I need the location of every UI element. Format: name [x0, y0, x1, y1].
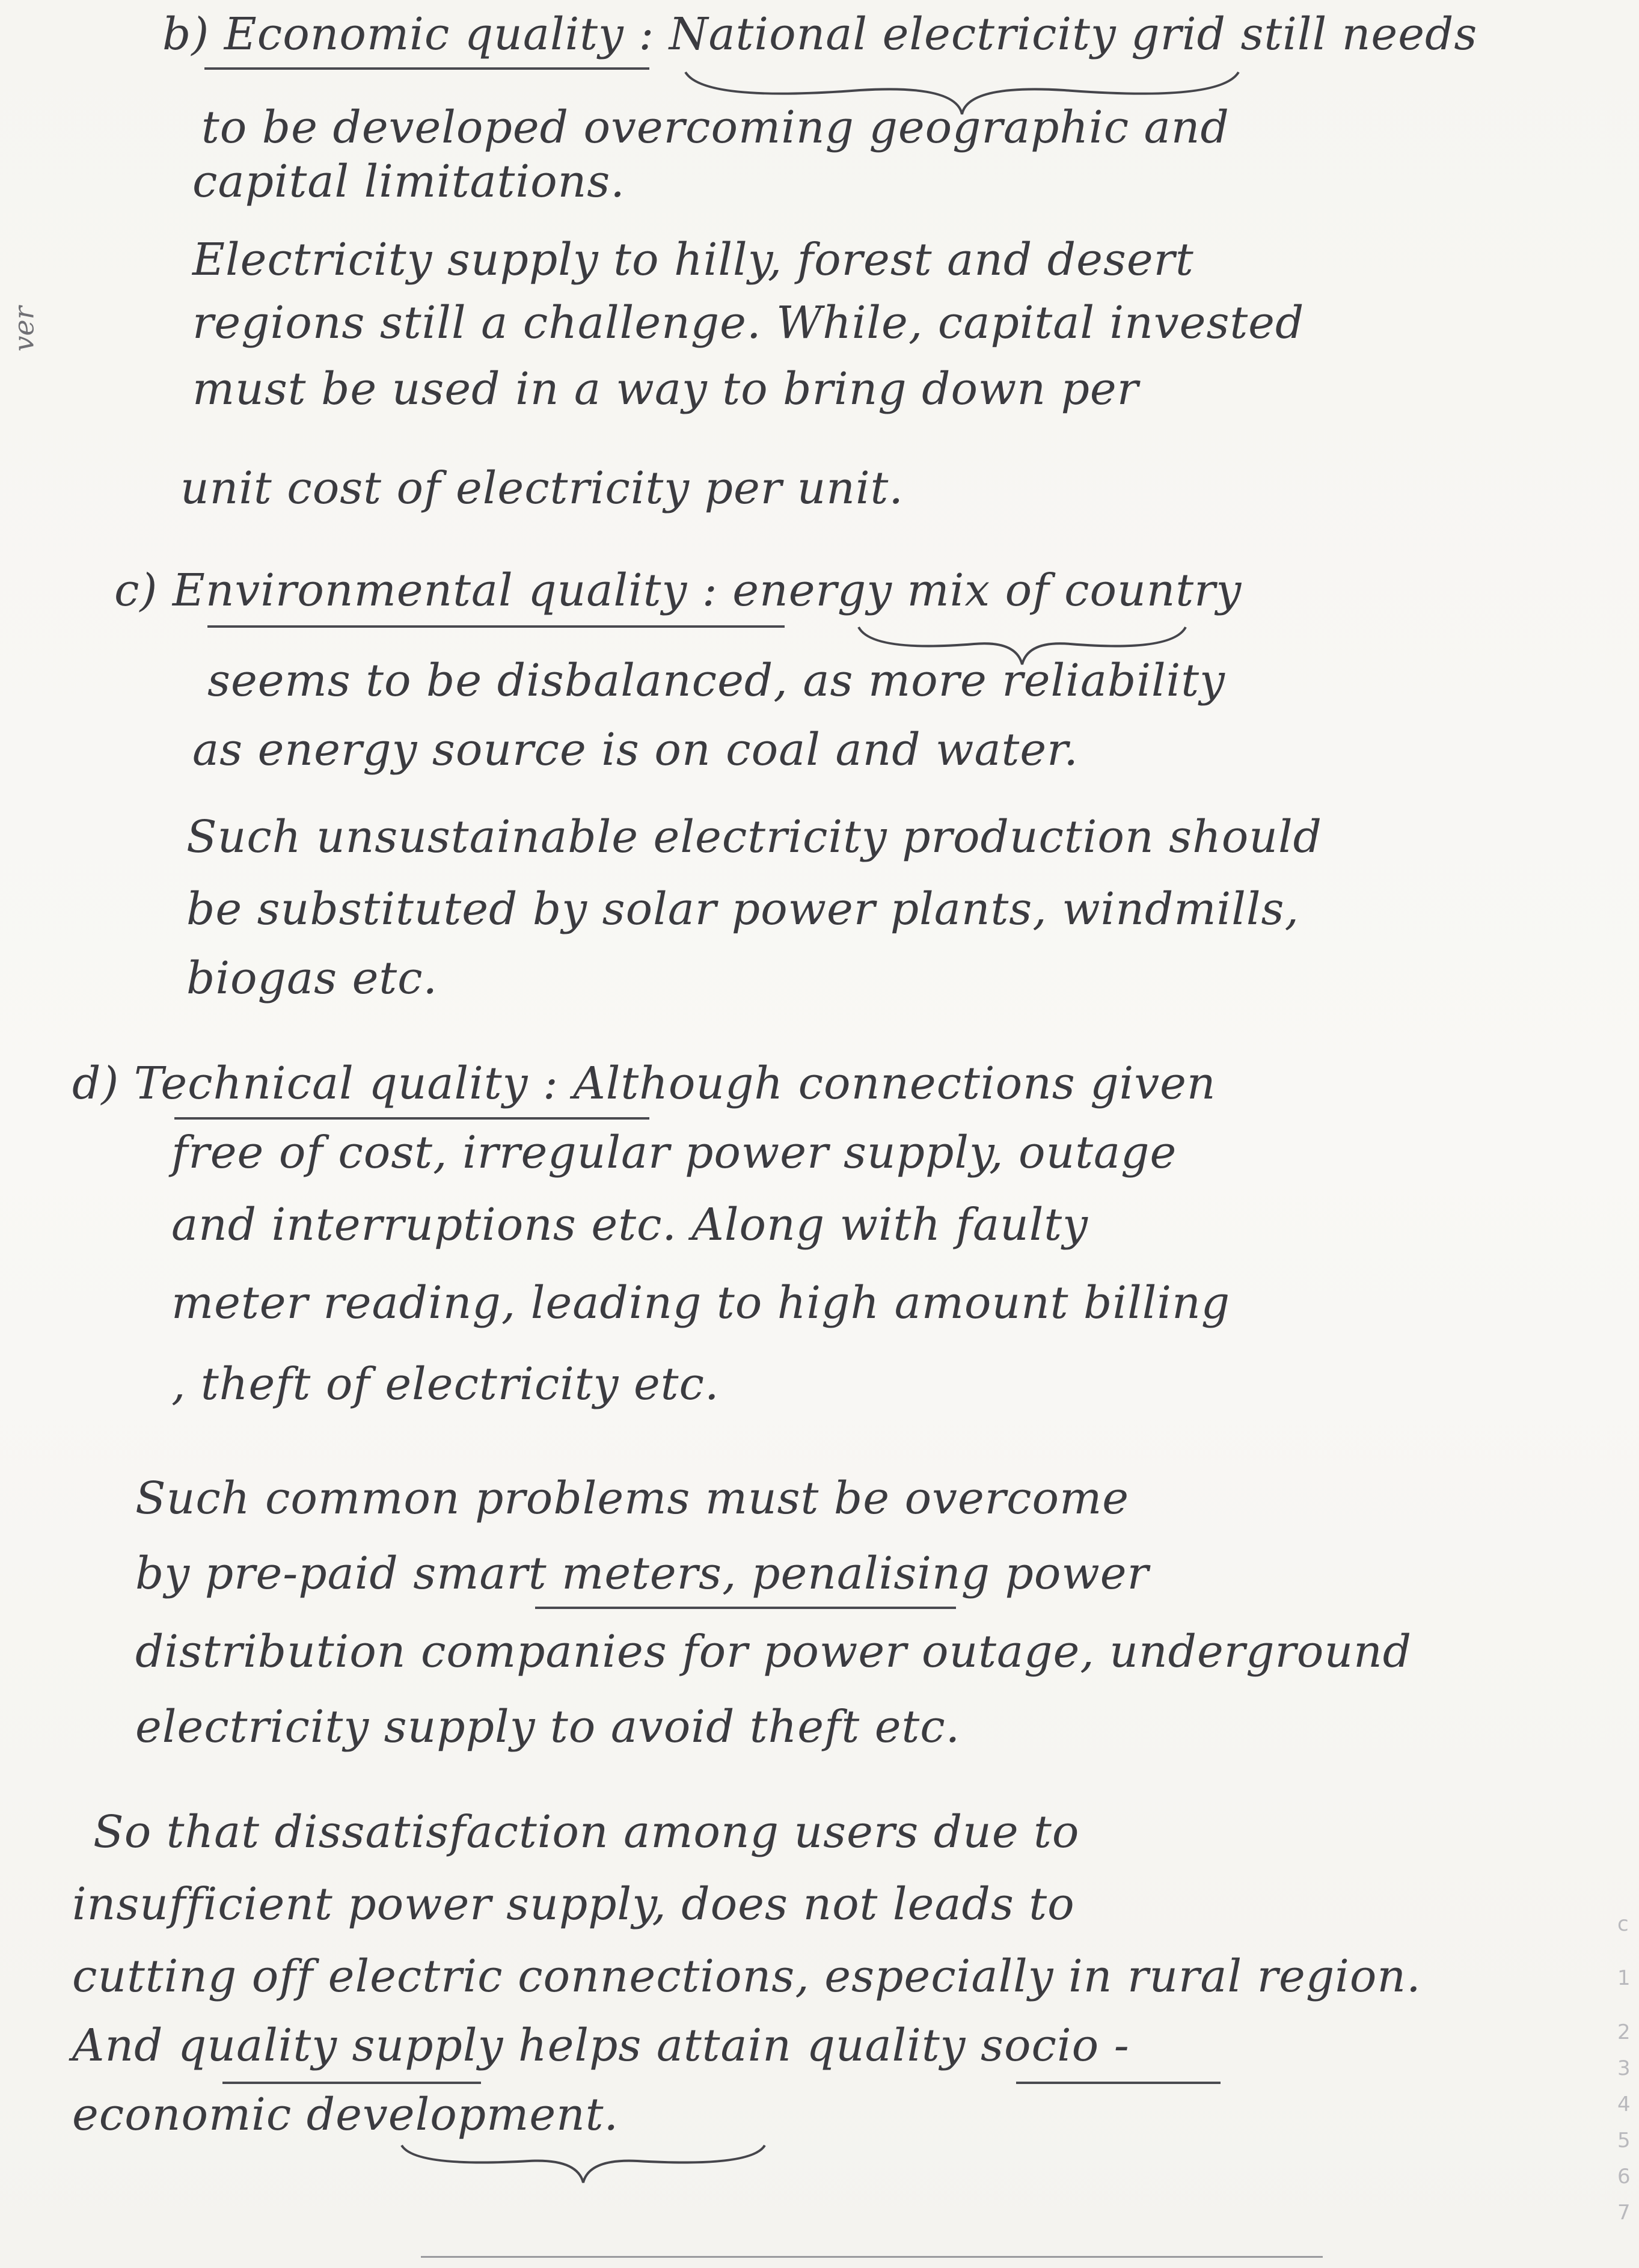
edge-mark: 2: [1617, 2020, 1631, 2044]
text-line: And quality supply helps attain quality socio -: [72, 2020, 1130, 2071]
text-line: and interruptions etc. Along with faulty: [171, 1199, 1088, 1251]
text-line: capital limitations.: [192, 156, 625, 207]
text-line: regions still a challenge. While, capital invested: [192, 297, 1305, 349]
text-line: be substituted by solar power plants, windmills,: [186, 883, 1300, 935]
underline-technical-quality: [174, 1117, 649, 1120]
edge-mark: c: [1617, 1912, 1629, 1936]
text-line: to be developed overcoming geographic and: [201, 102, 1230, 153]
text-line: must be used in a way to bring down per: [192, 363, 1139, 415]
edge-mark: 6: [1617, 2165, 1631, 2189]
brace-energy-mix: [854, 622, 1190, 670]
text-line: unit cost of electricity per unit.: [180, 462, 904, 514]
text-line: free of cost, irregular power supply, outage: [171, 1127, 1177, 1178]
text-line: economic development.: [72, 2089, 619, 2141]
text-line: c) Environmental quality : energy mix of country: [114, 565, 1242, 616]
text-line: cutting off electric connections, especially in rural region.: [72, 1951, 1421, 2002]
brace-development: [397, 2141, 770, 2189]
text-line: by pre-paid smart meters, penalising power: [135, 1548, 1149, 1599]
left-margin-note: ver: [7, 306, 40, 352]
text-line: Such unsustainable electricity production should: [186, 811, 1323, 863]
underline-economic-quality: [204, 67, 649, 70]
edge-mark: 1: [1617, 1966, 1631, 1990]
underline-quality-supply: [222, 2082, 481, 2084]
brace-national-grid: [679, 66, 1245, 120]
edge-mark: 5: [1617, 2129, 1631, 2153]
text-line: distribution companies for power outage, underground: [135, 1626, 1412, 1678]
text-line: So that dissatisfaction among users due to: [93, 1806, 1080, 1858]
text-line: b) Economic quality : National electricity grid still needs: [162, 8, 1478, 60]
underline-smart-meters: [535, 1607, 956, 1609]
edge-mark: 7: [1617, 2201, 1631, 2225]
text-line: Such common problems must be overcome: [135, 1473, 1130, 1524]
edge-mark: 4: [1617, 2092, 1631, 2116]
text-line: , theft of electricity etc.: [171, 1358, 720, 1410]
text-line: biogas etc.: [186, 952, 438, 1004]
bottom-rule: [421, 2256, 1323, 2258]
text-line: d) Technical quality : Although connections given: [72, 1058, 1216, 1109]
text-line: Electricity supply to hilly, forest and desert: [192, 234, 1194, 286]
underline-quality: [1016, 2082, 1221, 2084]
underline-environmental-quality: [207, 625, 785, 628]
edge-mark: 3: [1617, 2056, 1631, 2080]
text-line: insufficient power supply, does not leads to: [72, 1878, 1075, 1930]
text-line: meter reading, leading to high amount billing: [171, 1277, 1231, 1329]
text-line: electricity supply to avoid theft etc.: [135, 1701, 961, 1753]
text-line: as energy source is on coal and water.: [192, 724, 1079, 776]
text-line: seems to be disbalanced, as more reliability: [207, 655, 1225, 706]
